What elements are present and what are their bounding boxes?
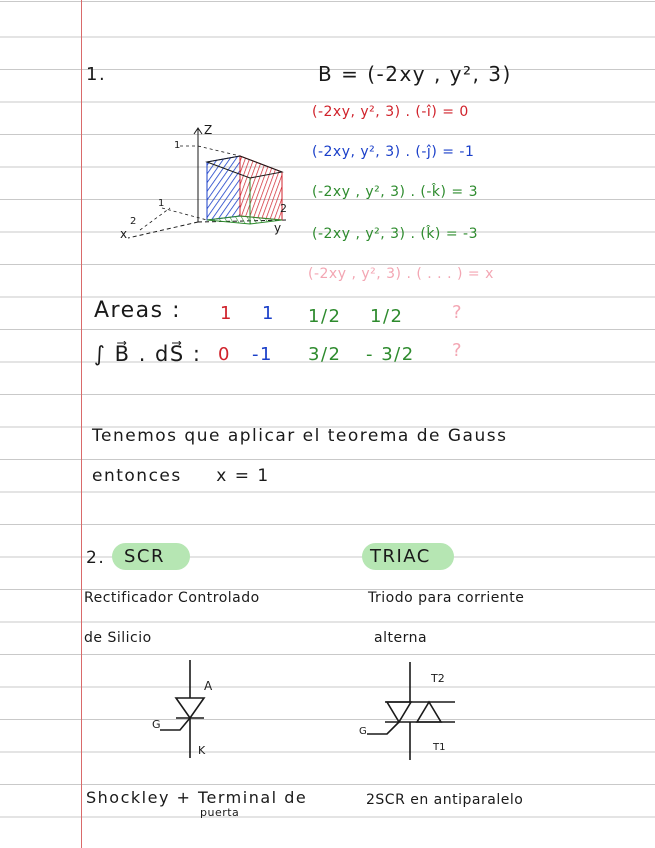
triac-desc-2: alterna <box>374 630 428 646</box>
triac-label-t1: T1 <box>433 742 446 753</box>
y-tick-2: 2 <box>280 202 287 215</box>
triac-note: 2SCR en antiparalelo <box>366 792 524 808</box>
scr-title: SCR <box>124 546 166 567</box>
triac-label-gate: G <box>359 726 367 737</box>
scr-note-sub: puerta <box>200 806 240 819</box>
scr-label-cathode: K <box>198 744 206 757</box>
area-red: 1 <box>220 303 233 324</box>
conclusion-line-2: entonces x = 1 <box>92 466 270 486</box>
scr-diode-triangle <box>176 698 204 718</box>
flux-green-2: - 3/2 <box>366 344 415 365</box>
area-blue: 1 <box>262 303 275 324</box>
x-tick-1: 1 <box>158 198 165 209</box>
scr-symbol <box>150 660 240 760</box>
area-green-2: 1/2 <box>370 306 404 327</box>
scr-desc-2: de Silicio <box>84 630 152 646</box>
flux-red: 0 <box>218 344 231 365</box>
problem-2-number: 2. <box>86 548 106 568</box>
z-axis-label: Z <box>204 123 213 137</box>
triac-label-t2: T2 <box>431 672 445 685</box>
triac-desc-1: Triodo para corriente <box>368 590 525 606</box>
triac-gate-lead <box>367 722 399 734</box>
area-unknown: ? <box>452 302 464 323</box>
x-axis-label: x <box>120 227 128 241</box>
flux-blue: -1 <box>252 344 273 365</box>
flux-label: ∫ B⃗ . dS⃗ : <box>94 342 202 366</box>
problem-1-number: 1. <box>86 64 107 85</box>
triac-symbol <box>355 662 465 762</box>
x-axis <box>128 222 198 238</box>
margin-line <box>81 0 82 848</box>
scr-desc-1: Rectificador Controlado <box>84 590 260 606</box>
flux-unknown: ? <box>452 340 464 361</box>
dot-product-neg-j: (-2xy, y², 3) . (-ĵ) = -1 <box>312 144 475 160</box>
scr-label-gate: G <box>152 718 161 731</box>
triac-triangle-1 <box>387 702 411 722</box>
flux-green-1: 3/2 <box>308 344 342 365</box>
triac-title: TRIAC <box>370 546 431 567</box>
areas-label: Areas : <box>94 298 181 323</box>
vector-field-B: B = (-2xy , y², 3) <box>318 62 512 86</box>
prism-3d-diagram <box>110 120 300 250</box>
face-red <box>240 156 282 220</box>
y-axis-label: y <box>274 221 282 235</box>
z-tick-1: 1 <box>174 140 181 151</box>
dot-product-pos-k: (-2xy , y², 3) . (k̂) = -3 <box>312 226 478 242</box>
face-blue <box>207 156 240 220</box>
scr-label-anode: A <box>204 679 213 693</box>
conclusion-line-1: Tenemos que aplicar el teorema de Gauss <box>92 426 508 446</box>
area-green-1: 1/2 <box>308 306 342 327</box>
scr-note: Shockley + Terminal de <box>86 788 308 807</box>
triac-triangle-2 <box>417 702 441 722</box>
x-tick-2: 2 <box>130 216 137 227</box>
dot-product-unknown: (-2xy , y², 3) . ( . . . ) = x <box>308 266 494 282</box>
dot-product-neg-i: (-2xy, y², 3) . (-î) = 0 <box>312 104 469 120</box>
dot-product-neg-k: (-2xy , y², 3) . (-k̂) = 3 <box>312 184 478 200</box>
scr-gate-lead <box>160 718 190 730</box>
